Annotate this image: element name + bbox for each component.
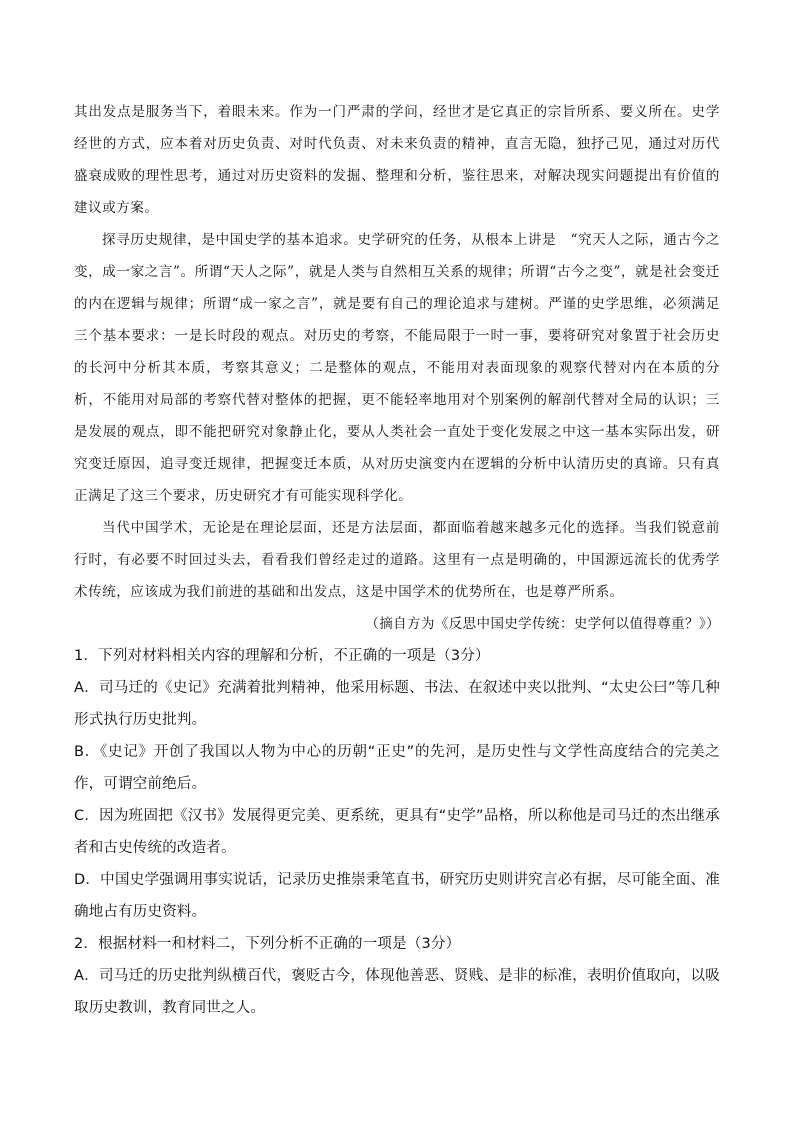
question-1-option-c: C．因为班固把《汉书》发展得更完美、更系统，更具有“史学”品格，所以称他是司马迁的杰出继承者和古史传统的改造者。	[74, 808, 720, 856]
question-2-option-a: A．司马迁的历史批判纵横百代，褒贬古今，体现他善恶、贤贱、是非的标准，表明价值取向，以吸取历史教训，教育同世之人。	[74, 968, 720, 1016]
passage-source: （摘自方为《反思中国史学传统：史学何以值得尊重？》）	[365, 616, 720, 632]
passage-paragraph-3: 当代中国学术，无论是在理论层面，还是方法层面，都面临着越来越多元化的选择。当我们锐意前行时，有必要不时回过头去，看看我们曾经走过的道路。这里有一点是明确的，中国源远流长的优秀学术传统，应该成为我们前进的基础和出发点，这是中国学术的优势所在，也是尊严所系。	[74, 520, 720, 600]
question-2-stem: 2．根据材料一和材料二，下列分析不正确的一项是（3分）	[74, 936, 461, 952]
passage-paragraph-2: 探寻历史规律，是中国史学的基本追求。史学研究的任务，从根本上讲是 “究天人之际，通古今之变，成一家之言”。所谓“天人之际”，就是人类与自然相互关系的规律；所谓“古今之变”，就是社会变迁的内在逻辑与规律；所谓“成一家之言”，就是要有自己的理论追求与建树。严谨的史学思维，必须满足三个基本要求：一是长时段的观点。对历史的考察，不能局限于一时一事，要将研究对象置于社会历史的长河中分析其本质，考察其意义；二是整体的观点，不能用对表面现象的观察代替对内在本质的分析，不能用对局部的考察代替对整体的把握，更不能轻率地用对个别案例的解剖代替对全局的认识；三是发展的观点，即不能把研究对象静止化，要从人类社会一直处于变化发展之中这一基本实际出发，研究变迁原因，追寻变迁规律，把握变迁本质，从对历史演变内在逻辑的分析中认清历史的真谛。只有真正满足了这三个要求，历史研究才有可能实现科学化。	[74, 232, 720, 504]
document-page	[74, 96, 720, 1024]
passage-paragraph-1: 其出发点是服务当下，着眼未来。作为一门严肃的学问，经世才是它真正的宗旨所系、要义所在。史学经世的方式，应本着对历史负责、对时代负责、对未来负责的精神，直言无隐，独抒己见，通过对历代盛衰成败的理性思考，通过对历史资料的发掘、整理和分析，鉴往思来，对解决现实问题提出有价值的建议或方案。	[74, 104, 720, 216]
question-1-option-a: A．司马迁的《史记》充满着批判精神，他采用标题、书法、在叙述中夹以批判、“太史公曰”等几种形式执行历史批判。	[74, 680, 720, 728]
question-1-stem: 1．下列对材料相关内容的理解和分析，不正确的一项是（3分）	[74, 648, 490, 664]
question-2	[74, 928, 720, 1024]
question-1	[74, 640, 720, 928]
question-1-option-b: B．《史记》开创了我国以人物为中心的历朝“正史”的先河，是历史性与文学性高度结合的完美之作，可谓空前绝后。	[74, 744, 720, 792]
question-1-option-d: D．中国史学强调用事实说话，记录历史推崇秉笔直书，研究历史则讲究言必有据，尽可能全面、准确地占有历史资料。	[74, 872, 720, 920]
